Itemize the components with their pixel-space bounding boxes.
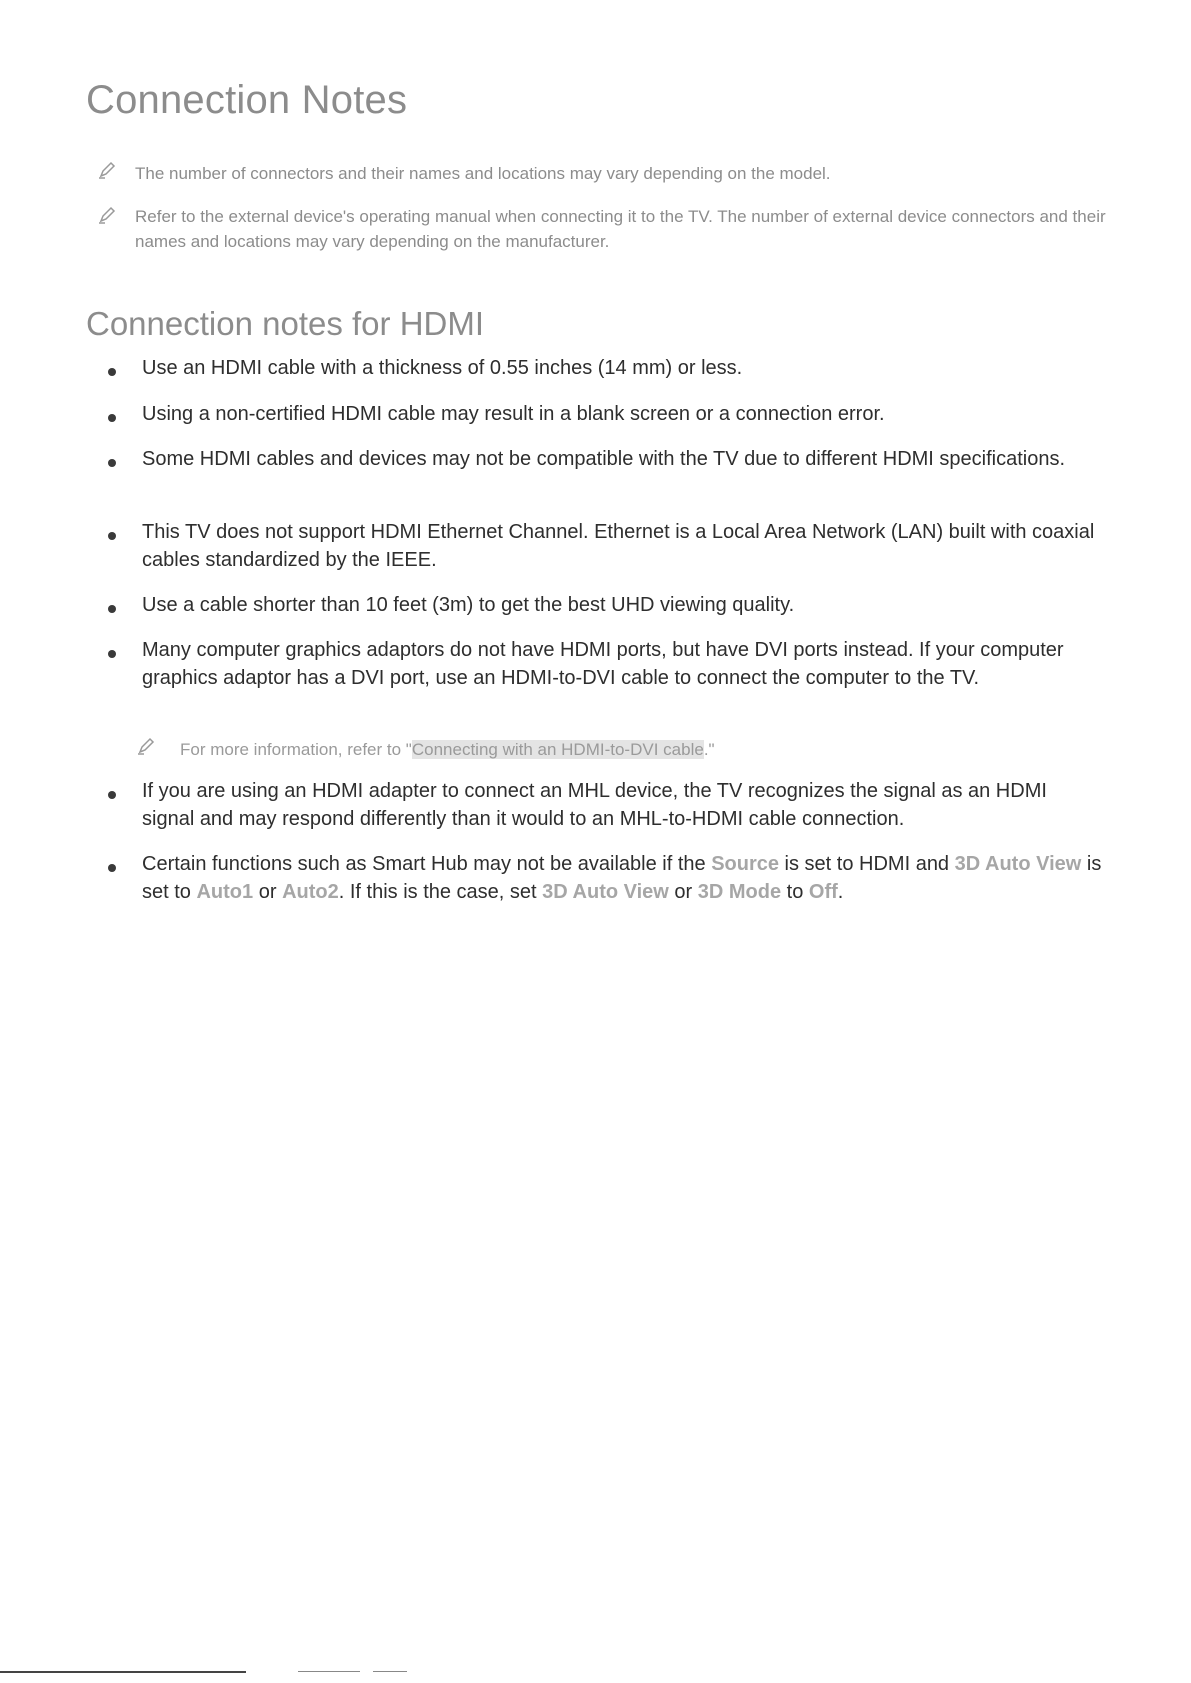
- hdmi-to-dvi-link[interactable]: Connecting with an HDMI-to-DVI cable: [411, 740, 704, 759]
- keyword-source: Source: [711, 853, 779, 875]
- list-item: [142, 850, 1102, 906]
- bullet-dot: [108, 459, 116, 467]
- keyword-auto2: Auto2: [282, 881, 339, 903]
- list-item: If you are using an HDMI adapter to connect an MHL device, the TV recognizes the signal as an HDMI signal and may respond differently than it would to an MHL-to-HDMI cable connection.: [142, 780, 1047, 830]
- text-run: .: [837, 881, 844, 903]
- note-text: The number of connectors and their names and locations may vary depending on the model.: [135, 164, 831, 183]
- footer-mark: [373, 1671, 407, 1672]
- subnote-suffix: .": [703, 740, 715, 759]
- pencil-note-icon: [97, 160, 117, 180]
- text-run: . If this is the case, set: [338, 881, 543, 903]
- list-item: Use an HDMI cable with a thickness of 0.55 inches (14 mm) or less.: [142, 357, 743, 379]
- list-item: Using a non-certified HDMI cable may result in a blank screen or a connection error.: [142, 403, 885, 425]
- footer-rule: [0, 1671, 246, 1673]
- keyword-3d-auto-view: 3D Auto View: [954, 853, 1082, 875]
- keyword-auto1: Auto1: [196, 881, 254, 903]
- pencil-note-icon: [136, 736, 156, 756]
- bullet-dot: [108, 368, 116, 376]
- bullet-dot: [108, 864, 116, 872]
- bullet-dot: [108, 791, 116, 799]
- note-text: Refer to the external device's operating manual when connecting it to the TV. The number of external device connectors and their names and locations may vary depending on the manufacturer.: [135, 207, 1106, 251]
- subnote-prefix: For more information, refer to ": [180, 740, 412, 759]
- keyword-3d-auto-view: 3D Auto View: [542, 881, 669, 903]
- list-item: Many computer graphics adaptors do not have HDMI ports, but have DVI ports instead. If your computer graphics adaptor has a DVI port, use an HDMI-to-DVI cable to connect the computer to the TV.: [142, 639, 1064, 689]
- bullet-dot: [108, 414, 116, 422]
- keyword-off: Off: [808, 881, 838, 903]
- keyword-3d-mode: 3D Mode: [697, 881, 782, 903]
- page-title: Connection Notes: [86, 78, 408, 122]
- bullet-dot: [108, 605, 116, 613]
- bullet-dot: [108, 650, 116, 658]
- text-run: to: [781, 881, 809, 903]
- section-title: Connection notes for HDMI: [86, 305, 485, 342]
- pencil-note-icon: [97, 205, 117, 225]
- text-run: is set to HDMI and: [779, 853, 955, 875]
- subnote: [180, 738, 715, 762]
- text-run: or: [253, 881, 283, 903]
- bullet-dot: [108, 532, 116, 540]
- list-item: Use a cable shorter than 10 feet (3m) to get the best UHD viewing quality.: [142, 594, 795, 616]
- text-run: Certain functions such as Smart Hub may not be available if the: [142, 853, 712, 875]
- list-item: This TV does not support HDMI Ethernet Channel. Ethernet is a Local Area Network (LAN) built with coaxial cables standardized by the IEEE.: [142, 521, 1095, 571]
- footer-mark: [298, 1671, 360, 1672]
- text-run: or: [668, 881, 698, 903]
- text-run: is set to: [142, 853, 1102, 903]
- list-item: Some HDMI cables and devices may not be compatible with the TV due to different HDMI specifications.: [142, 448, 1066, 470]
